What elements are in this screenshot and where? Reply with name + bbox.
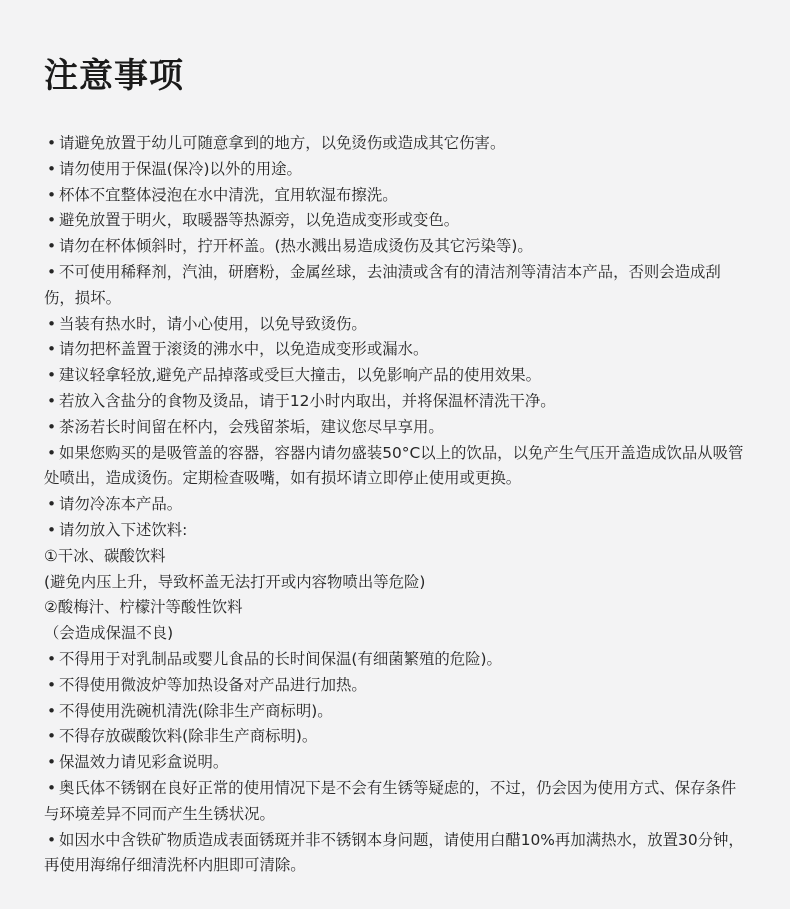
note-item bbox=[44, 363, 746, 389]
note-item bbox=[44, 492, 746, 518]
bullet-icon: • bbox=[46, 391, 57, 410]
note-item bbox=[44, 183, 746, 209]
notes-list bbox=[44, 131, 746, 879]
note-text: 请勿在杯体倾斜时，拧开杯盖。(热水溅出易造成烫伤及其它污染等)。 bbox=[59, 237, 533, 256]
bullet-icon: • bbox=[46, 753, 57, 772]
note-text: 请勿冷冻本产品。 bbox=[59, 495, 183, 514]
note-item bbox=[44, 518, 746, 544]
note-text: 保温效力请见彩盒说明。 bbox=[59, 753, 229, 772]
bullet-icon: • bbox=[46, 417, 57, 436]
note-text: ②酸梅汁、柠檬汁等酸性饮料 bbox=[44, 598, 243, 617]
note-item bbox=[44, 337, 746, 363]
bullet-icon: • bbox=[46, 701, 57, 720]
note-text: 请避免放置于幼儿可随意拿到的地方，以免烫伤或造成其它伤害。 bbox=[59, 134, 506, 152]
bullet-icon: • bbox=[46, 830, 57, 849]
note-item bbox=[44, 312, 746, 338]
note-text: 如果您购买的是吸管盖的容器，容器内请勿盛装50°C以上的饮品，以免产生气压开盖造成饮品从吸管处喷出，造成烫伤。定期检查吸嘴，如有损坏请立即停止使用或更换。 bbox=[44, 443, 744, 488]
page-title: 注意事项 bbox=[44, 56, 184, 96]
note-item bbox=[44, 131, 746, 157]
note-text: 不得使用微波炉等加热设备对产品进行加热。 bbox=[59, 675, 367, 694]
note-text: 奥氏体不锈钢在良好正常的使用情况下是不会有生锈等疑虑的，不过，仍会因为使用方式、保存条件与环境差异不同而产生生锈状况。 bbox=[44, 778, 737, 823]
note-item bbox=[44, 389, 746, 415]
bullet-icon: • bbox=[46, 727, 57, 746]
note-item bbox=[44, 724, 746, 750]
note-text: 请勿使用于保温(保冷)以外的用途。 bbox=[59, 159, 302, 178]
note-item bbox=[44, 234, 746, 260]
bullet-icon: • bbox=[46, 649, 57, 668]
bullet-icon: • bbox=[46, 237, 57, 256]
note-text: 不可使用稀释剂，汽油，研磨粉，金属丝球，去油渍或含有的清洁剂等清洁本产品，否则会造成刮伤，损坏。 bbox=[44, 262, 721, 307]
note-item bbox=[44, 260, 746, 312]
note-text: 不得用于对乳制品或婴儿食品的长时间保温(有细菌繁殖的危险)。 bbox=[59, 649, 502, 668]
bullet-icon: • bbox=[46, 675, 57, 694]
note-item bbox=[44, 157, 746, 183]
note-text: (避免内压上升，导致杯盖无法打开或内容物喷出等危险) bbox=[44, 572, 426, 591]
bullet-icon: • bbox=[46, 262, 57, 281]
note-text: 避免放置于明火，取暖器等热源旁，以免造成变形或变色。 bbox=[59, 211, 460, 230]
note-item bbox=[44, 776, 746, 828]
note-item bbox=[44, 570, 746, 596]
bullet-icon: • bbox=[46, 520, 57, 539]
bullet-icon: • bbox=[46, 778, 57, 797]
note-text: 当装有热水时，请小心使用，以免导致烫伤。 bbox=[59, 314, 367, 333]
note-item bbox=[44, 647, 746, 673]
bullet-icon: • bbox=[46, 340, 57, 359]
bullet-icon: • bbox=[46, 366, 57, 385]
note-text: 不得使用洗碗机清洗(除非生产商标明)。 bbox=[59, 701, 333, 720]
note-text: 杯体不宜整体浸泡在水中清洗，宜用软湿布擦洗。 bbox=[59, 185, 398, 204]
note-text: ①干冰、碳酸饮料 bbox=[44, 546, 166, 565]
bullet-icon: • bbox=[46, 314, 57, 333]
note-item bbox=[44, 441, 746, 493]
note-item bbox=[44, 595, 746, 621]
note-text: 请勿把杯盖置于滚烫的沸水中，以免造成变形或漏水。 bbox=[59, 340, 429, 359]
bullet-icon: • bbox=[46, 211, 57, 230]
note-item bbox=[44, 415, 746, 441]
note-item bbox=[44, 621, 746, 647]
note-text: （会造成保温不良) bbox=[44, 624, 174, 643]
bullet-icon: • bbox=[46, 443, 57, 462]
note-item bbox=[44, 544, 746, 570]
bullet-icon: • bbox=[46, 134, 57, 152]
note-item bbox=[44, 673, 746, 699]
note-text: 如因水中含铁矿物质造成表面锈斑并非不锈钢本身问题，请使用白醋10%再加满热水，放置30分钟，再使用海绵仔细清洗杯内胆即可清除。 bbox=[44, 830, 744, 875]
note-item bbox=[44, 828, 746, 880]
note-text: 不得存放碳酸饮料(除非生产商标明)。 bbox=[59, 727, 318, 746]
note-text: 若放入含盐分的食物及烫品，请于12小时内取出，并将保温杯清洗干净。 bbox=[59, 391, 556, 410]
bullet-icon: • bbox=[46, 159, 57, 178]
bullet-icon: • bbox=[46, 495, 57, 514]
note-text: 请勿放入下述饮料: bbox=[59, 520, 188, 539]
note-item bbox=[44, 699, 746, 725]
note-item bbox=[44, 750, 746, 776]
bullet-icon: • bbox=[46, 185, 57, 204]
note-text: 茶汤若长时间留在杯内，会残留茶垢，建议您尽早享用。 bbox=[59, 417, 444, 436]
note-item bbox=[44, 208, 746, 234]
note-text: 建议轻拿轻放,避免产品掉落或受巨大撞击，以免影响产品的使用效果。 bbox=[59, 366, 542, 385]
